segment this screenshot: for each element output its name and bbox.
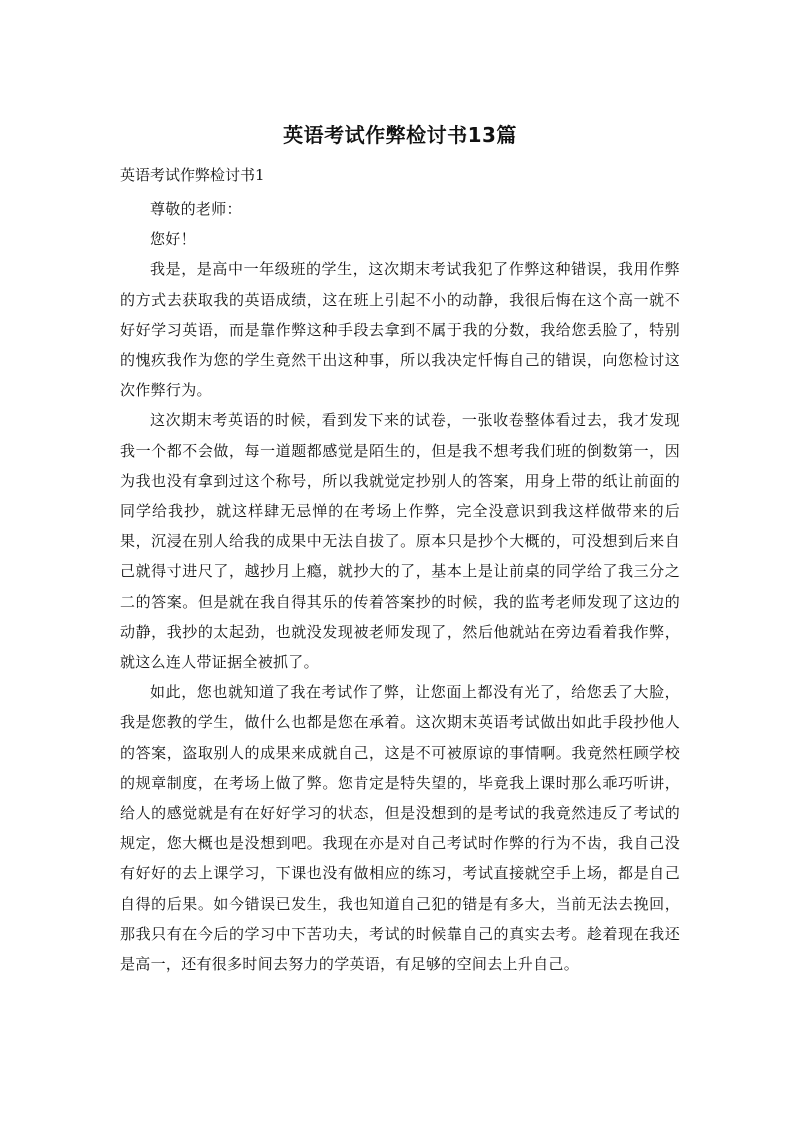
document-subtitle: 英语考试作弊检讨书1 bbox=[120, 166, 265, 184]
document-body bbox=[120, 194, 680, 979]
body-paragraph: 我是，是高中一年级班的学生，这次期末考试我犯了作弊这种错误，我用作弊的方式去获取我的英语成绩，这在班上引起不小的动静，我很后悔在这个高一就不好好学习英语，而是靠作弊这种手段去拿到不属于我的分数，我给您丢脸了，特别的愧疚我作为您的学生竟然干出这种事，所以我决定忏悔自己的错误，向您检讨这次作弊行为。 bbox=[120, 260, 680, 400]
document-title: 英语考试作弊检讨书13篇 bbox=[283, 123, 517, 147]
salutation: 尊敬的老师： bbox=[150, 200, 242, 218]
body-paragraph: 如此，您也就知道了我在考试作了弊，让您面上都没有光了，给您丢了大脸，我是您教的学生，做什么也都是您在承着。这次期末英语考试做出如此手段抄他人的答案，盗取别人的成果来成就自己，这是不可被原谅的事情啊。我竟然枉顾学校的规章制度，在考场上做了弊。您肯定是特失望的，毕竟我上课时那么乖巧听讲，给人的感觉就是有在好好学习的状态，但是没想到的是考试的我竟然违反了考试的规定，您大概也是没想到吧。我现在亦是对自己考试时作弊的行为不齿，我自己没有好好的去上课学习，下课也没有做相应的练习，考试直接就空手上场，都是自己自得的后果。如今错误已发生，我也知道自己犯的错是有多大，当前无法去挽回，那我只有在今后的学习中下苦功夫，考试的时候靠自己的真实去考。趁着现在我还是高一，还有很多时间去努力的学英语，有足够的空间去上升自己。 bbox=[120, 683, 680, 974]
body-paragraph: 这次期末考英语的时候，看到发下来的试卷，一张收卷整体看过去，我才发现我一个都不会做，每一道题都感觉是陌生的，但是我不想考我们班的倒数第一，因为我也没有拿到过这个称号，所以我就觉定抄别人的答案，用身上带的纸让前面的同学给我抄，就这样肆无忌惮的在考场上作弊，完全没意识到我这样做带来的后果，沉浸在别人给我的成果中无法自拔了。原本只是抄个大概的，可没想到后来自己就得寸进尺了，越抄月上瘾，就抄大的了，基本上是让前桌的同学给了我三分之二的答案。但是就在我自得其乐的传着答案抄的时候，我的监考老师发现了这边的动静，我抄的太起劲，也就没发现被老师发现了，然后他就站在旁边看着我作弊，就这么连人带证据全被抓了。 bbox=[120, 411, 680, 672]
greeting: 您好！ bbox=[150, 230, 196, 249]
